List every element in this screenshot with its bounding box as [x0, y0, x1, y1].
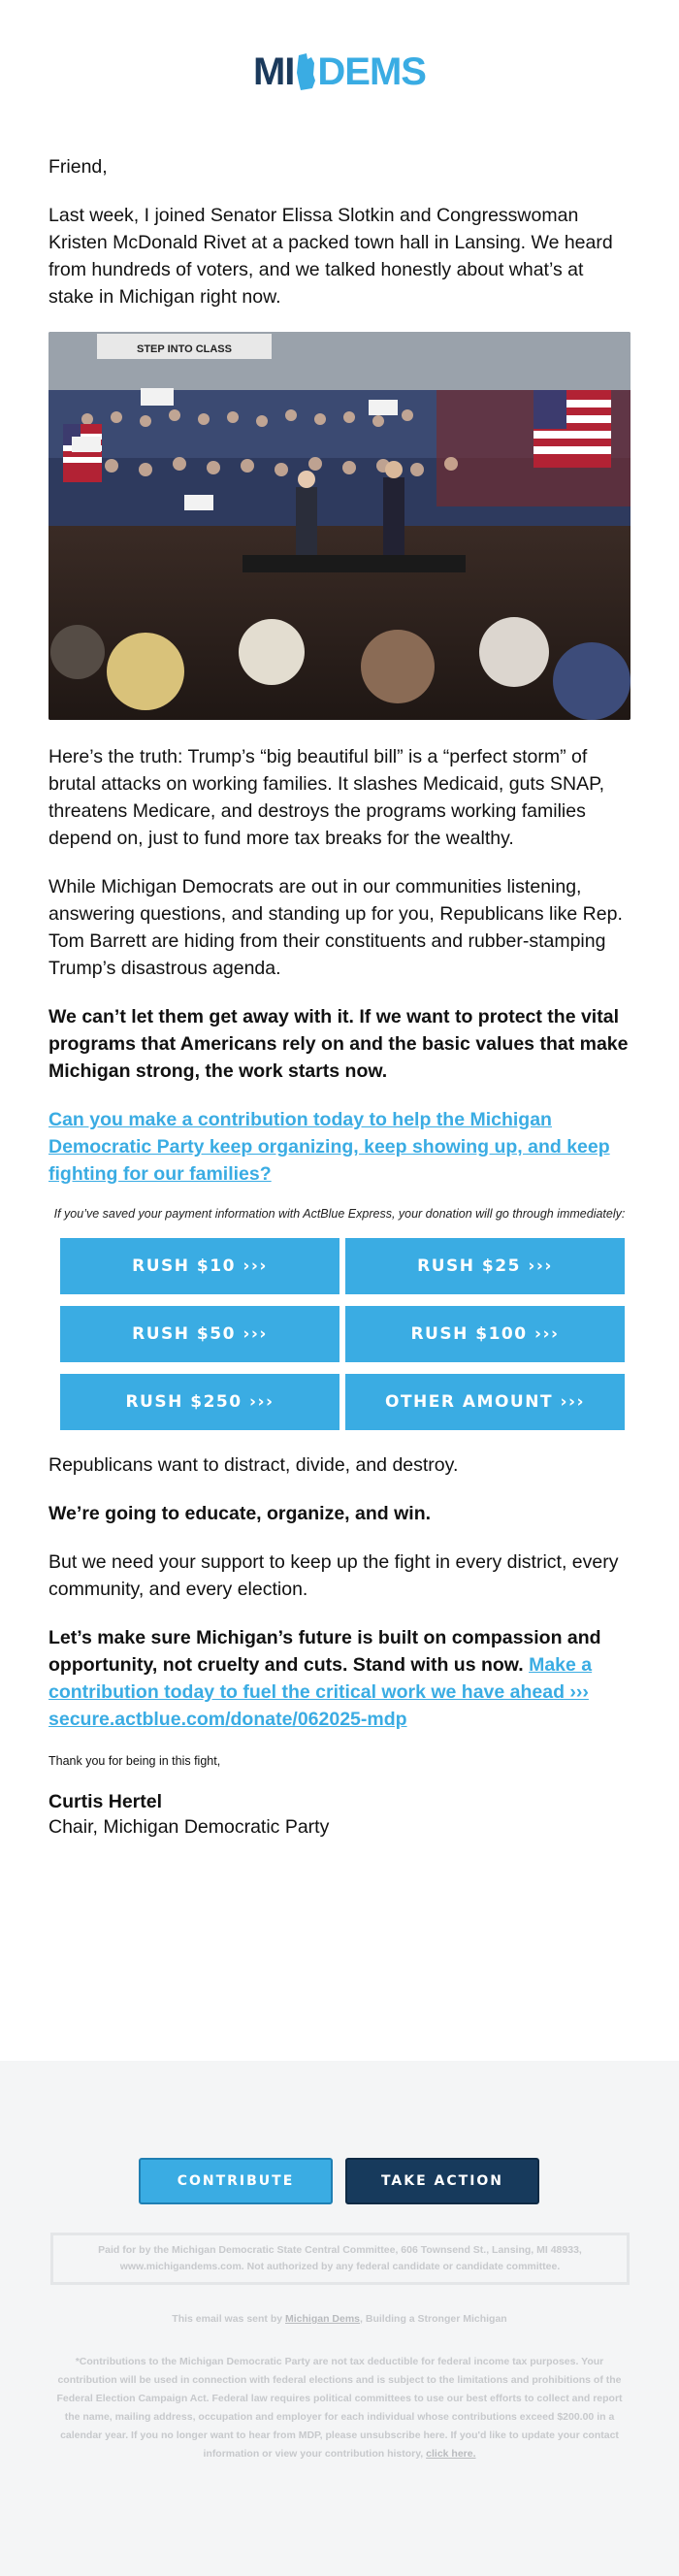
- paragraph-townhall: Last week, I joined Senator Elissa Slotkin and Congresswoman Kristen McDonald Rivet at a packed town hall in Lansing. We heard from hundreds of voters, and we talked honestly about what’s at stake in Michigan right now.: [48, 205, 613, 308]
- rush-50-button[interactable]: RUSH $50 ›››: [60, 1306, 340, 1362]
- paragraph-stand-with-us: [48, 1624, 630, 1733]
- sent-by-line: [0, 2313, 679, 2325]
- legal-disclaimer: [50, 2353, 629, 2463]
- email-footer: [0, 2061, 679, 2576]
- sent-suffix: , Building a Stronger Michigan: [360, 2313, 507, 2325]
- rush-100-button[interactable]: RUSH $100 ›››: [345, 1306, 625, 1362]
- paragraph-support: But we need your support to keep up the fight in every district, every community, and every election.: [48, 1551, 619, 1600]
- click-here-link[interactable]: click here.: [426, 2448, 476, 2460]
- hero-banner-text: STEP INTO CLASS: [136, 343, 233, 355]
- paid-for-disclaimer: [50, 2233, 630, 2285]
- stand-with-us-text: Let’s make sure Michigan’s future is built on compassion and opportunity, not cruelty and cuts. Stand with us now.: [48, 1627, 601, 1676]
- paragraph-educate: We’re going to educate, organize, and win.: [48, 1503, 432, 1524]
- michigan-map-icon: [295, 53, 316, 90]
- email-body: [48, 153, 630, 1840]
- paragraph-cant-let-them: We can’t let them get away with it. If we want to protect the vital programs that Americans rely on and the basic values that make Michigan strong, the work starts now.: [48, 1006, 629, 1082]
- signature-name: Curtis Hertel: [48, 1791, 163, 1812]
- thanks-line: Thank you for being in this fight,: [48, 1754, 221, 1768]
- actblue-donate-link[interactable]: Make a contribution today to fuel the critical work we have ahead ››› secure.actblue.com/donate/062025-mdp: [48, 1654, 593, 1730]
- take-action-button[interactable]: TAKE ACTION: [345, 2158, 539, 2204]
- townhall-photo: [48, 332, 630, 720]
- michigan-dems-link[interactable]: Michigan Dems: [285, 2313, 361, 2325]
- paragraph-truth: Here’s the truth: Trump’s “big beautiful bill” is a “perfect storm” of brutal attacks on working families. It slashes Medicaid, guts SNAP, threatens Medicare, and destroys the programs working families depend on, just to fund more tax breaks for the wealthy.: [48, 746, 604, 849]
- paid-for-line-2-rest: . Not authorized by any federal candidate or candidate committee.: [241, 2261, 561, 2272]
- rush-250-button[interactable]: RUSH $250 ›››: [60, 1374, 340, 1430]
- footer-buttons: [139, 2158, 539, 2204]
- other-amount-button[interactable]: OTHER AMOUNT ›››: [345, 1374, 625, 1430]
- paid-for-line-1: Paid for by the Michigan Democratic State Central Committee, 606 Townsend St., Lansing, MI 48933,: [98, 2244, 582, 2256]
- actblue-express-note: If you’ve saved your payment information with ActBlue Express, your donation will go through immediately:: [53, 1207, 626, 1221]
- paragraph-republicans: While Michigan Democrats are out in our communities listening, answering questions, and standing up for you, Republicans like Rep. Tom Barrett are hiding from their constituents and rubber-stamping Trump’s disastrous agenda.: [48, 876, 623, 979]
- contribute-button[interactable]: CONTRIBUTE: [139, 2158, 333, 2204]
- logo-mi-text: MI: [252, 50, 295, 93]
- logo-dems-text: DEMS: [317, 50, 426, 93]
- paragraph-distract: Republicans want to distract, divide, and destroy.: [48, 1454, 459, 1476]
- paid-for-site: www.michigandems.com: [119, 2261, 242, 2272]
- disclaimer-text: *Contributions to the Michigan Democratic Party are not tax deductible for federal income tax purposes. Your contribution will be used in connection with federal elections and is subject to the limitations and prohibitions of the Federal Election Campaign Act. Federal law requires political committees to use our best efforts to collect and report the name, mailing address, occupation and employer for each individual whose contributions exceed $200.00 in a calendar year. If you no longer want to hear from MDP, please unsubscribe here. If you'd like to update your contact information or view your contribution history,: [56, 2356, 623, 2460]
- paid-for-line-2: [120, 2259, 561, 2275]
- mi-dems-logo[interactable]: [0, 50, 679, 93]
- rush-button-grid: [60, 1238, 619, 1430]
- rush-25-button[interactable]: RUSH $25 ›››: [345, 1238, 625, 1294]
- rush-10-button[interactable]: RUSH $10 ›››: [60, 1238, 340, 1294]
- contribution-ask-link[interactable]: Can you make a contribution today to help the Michigan Democratic Party keep organizing, keep showing up, and keep fighting for our families?: [48, 1109, 610, 1185]
- greeting: Friend,: [48, 156, 108, 178]
- sent-prefix: This email was sent by: [172, 2313, 283, 2325]
- signature-title: Chair, Michigan Democratic Party: [48, 1816, 330, 1838]
